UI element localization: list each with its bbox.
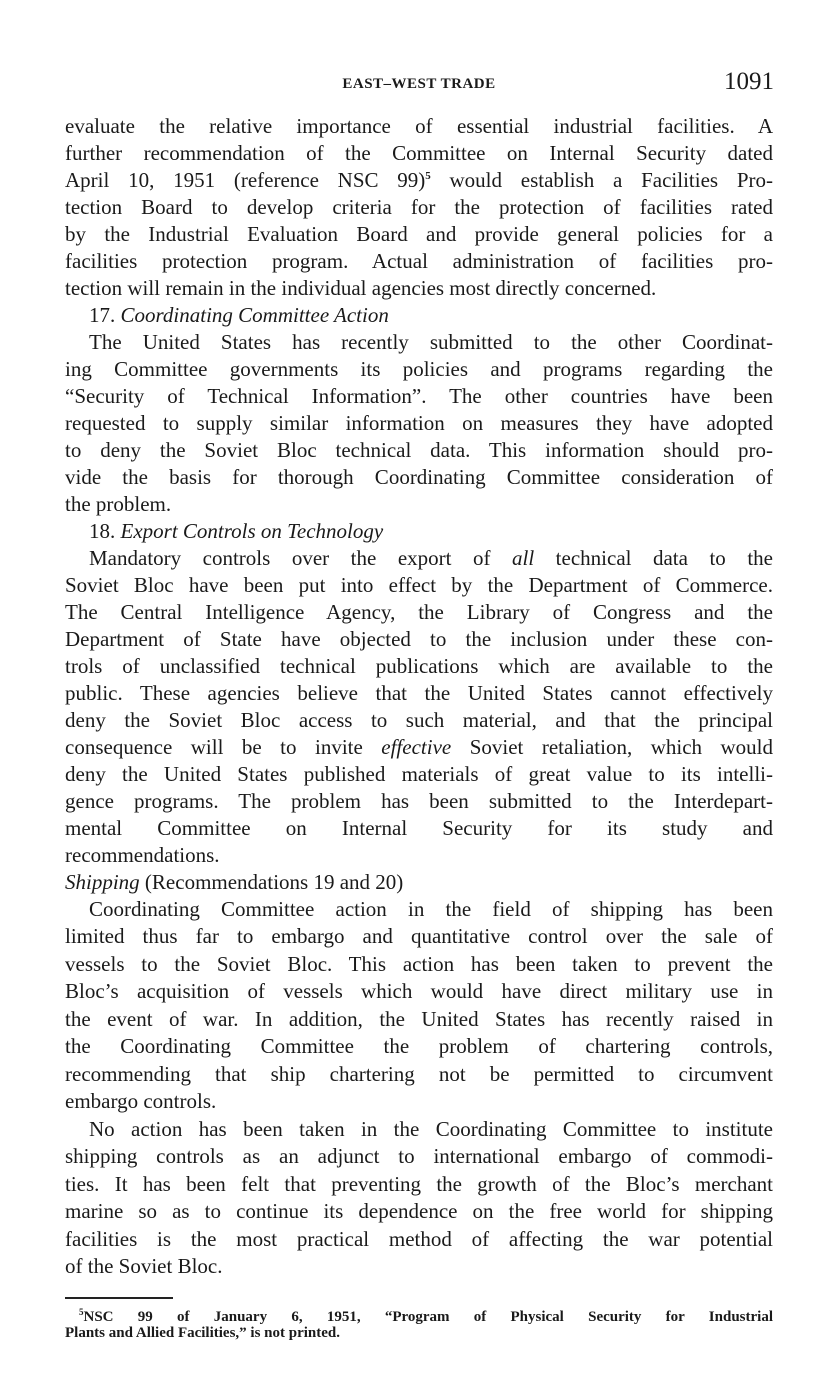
text-segment: gence programs. The problem has been submitted to the Interdepart-: [65, 789, 773, 813]
text-segment: recommending that ship chartering not be permitted to circumvent: [65, 1061, 773, 1086]
text-segment: 17.: [89, 303, 121, 327]
text-segment: No action has been taken in the Coordinating Committee to institute: [89, 1116, 773, 1141]
text-segment: of the Soviet Bloc.: [65, 1254, 223, 1278]
text-line: [65, 680, 773, 707]
text-line: [65, 140, 773, 167]
text-line: [65, 1226, 773, 1253]
text-line: [65, 788, 773, 815]
text-segment: Mandatory controls over the export of: [89, 546, 512, 570]
footnote-line-1: [79, 1309, 773, 1325]
text-line: [65, 1171, 773, 1198]
text-line: [65, 978, 773, 1005]
text-line: [65, 1088, 773, 1115]
text-segment: shipping controls as an adjunct to international embargo of commodi-: [65, 1144, 773, 1168]
text-segment: further recommendation of the Committee on Internal Security dated: [65, 141, 773, 165]
text-line: [65, 1198, 773, 1225]
text-line: [65, 815, 773, 842]
text-segment: would establish a Facilities Pro-: [430, 168, 773, 192]
text-line: [65, 734, 773, 761]
text-segment: tection Board to develop criteria for the protection of facilities rated: [65, 195, 773, 219]
text-line: [89, 329, 773, 356]
text-line: [65, 842, 773, 869]
text-segment: deny the United States published materials of great value to its intelli-: [65, 762, 773, 786]
text-segment: mental Committee on Internal Security for its study and: [65, 816, 773, 840]
section-heading: [89, 302, 773, 329]
text-line: [65, 653, 773, 680]
text-segment: trols of unclassified technical publications which are available to the: [65, 654, 773, 678]
text-line: [89, 896, 773, 923]
text-line: [65, 383, 773, 410]
footnote-marker: 5: [79, 1307, 84, 1317]
text-line: [89, 545, 773, 572]
text-line: [65, 356, 773, 383]
text-line: [65, 491, 773, 518]
text-segment: to deny the Soviet Bloc technical data. This information should pro-: [65, 438, 773, 462]
text-segment: (Recommendations 19 and 20): [139, 870, 404, 894]
footnote-line-2: Plants and Allied Facilities,” is not printed.: [65, 1325, 341, 1341]
text-segment: the Coordinating Committee the problem of chartering controls,: [65, 1034, 773, 1058]
text-segment: vessels to the Soviet Bloc. This action has been taken to prevent the: [65, 951, 773, 976]
text-segment: the problem.: [65, 492, 172, 516]
section-heading: [65, 869, 773, 896]
text-segment: embargo controls.: [65, 1089, 217, 1113]
text-segment: recommendations.: [65, 843, 220, 867]
text-line: [65, 221, 773, 248]
text-segment: 18.: [89, 519, 121, 543]
italic-text: Shipping: [65, 870, 140, 894]
text-line: [65, 572, 773, 599]
text-segment: Soviet Bloc have been put into effect by the Department of Commerce.: [65, 573, 773, 597]
text-line: [89, 1116, 773, 1143]
text-line: [65, 1033, 773, 1060]
text-segment: The Central Intelligence Agency, the Library of Congress and the: [65, 600, 773, 624]
text-segment: tection will remain in the individual agencies most directly concerned.: [65, 276, 657, 300]
text-segment: Coordinating Committee action in the field of shipping has been: [89, 896, 773, 921]
text-line: [65, 707, 773, 734]
text-line: [65, 167, 773, 194]
text-segment: marine so as to continue its dependence on the free world for shipping: [65, 1199, 773, 1223]
text-line: [65, 194, 773, 221]
footnote-reference: 5: [425, 170, 431, 182]
text-segment: Department of State have objected to the inclusion under these con-: [65, 627, 773, 651]
text-segment: Soviet retaliation, which would: [451, 735, 773, 759]
text-line: [65, 1143, 773, 1170]
text-segment: technical data to the: [534, 546, 773, 570]
text-line: [65, 464, 773, 491]
text-segment: The United States has recently submitted to the other Coordinat-: [89, 330, 773, 354]
italic-text: all: [512, 546, 535, 570]
text-line: [65, 761, 773, 788]
text-segment: by the Industrial Evaluation Board and provide general policies for a: [65, 222, 773, 246]
text-line: [65, 599, 773, 626]
text-segment: April 10, 1951 (reference NSC 99): [65, 168, 426, 192]
text-line: [65, 923, 773, 950]
footnote-rule: [65, 1297, 173, 1299]
text-segment: facilities is the most practical method of affecting the war potential: [65, 1226, 773, 1251]
text-segment: “Security of Technical Information”. The other countries have been: [65, 384, 773, 408]
section-heading: [89, 518, 773, 545]
italic-text: Coordinating Committee Action: [120, 303, 389, 327]
text-segment: consequence will be to invite: [65, 735, 382, 759]
text-line: [65, 437, 773, 464]
text-segment: the event of war. In addition, the United States has recently raised in: [65, 1006, 773, 1031]
text-line: [65, 410, 773, 437]
text-line: [65, 248, 773, 275]
text-segment: public. These agencies believe that the United States cannot effectively: [65, 681, 773, 705]
text-line: [65, 626, 773, 653]
text-segment: ing Committee governments its policies and programs regarding the: [65, 357, 773, 381]
text-segment: vide the basis for thorough Coordinating Committee consideration of: [65, 465, 773, 489]
text-segment: evaluate the relative importance of essential industrial facilities. A: [65, 114, 773, 138]
text-line: [65, 951, 773, 978]
text-line: [65, 113, 773, 140]
italic-text: effective: [381, 735, 452, 759]
page-number: 1091: [724, 68, 774, 95]
text-segment: limited thus far to embargo and quantitative control over the sale of: [65, 924, 773, 948]
text-line: [65, 1253, 773, 1280]
text-line: [65, 1006, 773, 1033]
footnote-text: NSC 99 of January 6, 1951, “Program of Physical Security for Industrial: [83, 1309, 773, 1325]
text-segment: facilities protection program. Actual administration of facilities pro-: [65, 249, 773, 273]
text-segment: deny the Soviet Bloc access to such material, and that the principal: [65, 708, 773, 732]
text-segment: requested to supply similar information on measures they have adopted: [65, 411, 773, 435]
text-segment: Bloc’s acquisition of vessels which would have direct military use in: [65, 979, 773, 1003]
text-line: [65, 1061, 773, 1088]
text-segment: ties. It has been felt that preventing the growth of the Bloc’s merchant: [65, 1171, 773, 1196]
running-head-title: EAST–WEST TRADE: [342, 76, 496, 92]
text-line: [65, 275, 773, 302]
italic-text: Export Controls on Technology: [120, 519, 384, 543]
